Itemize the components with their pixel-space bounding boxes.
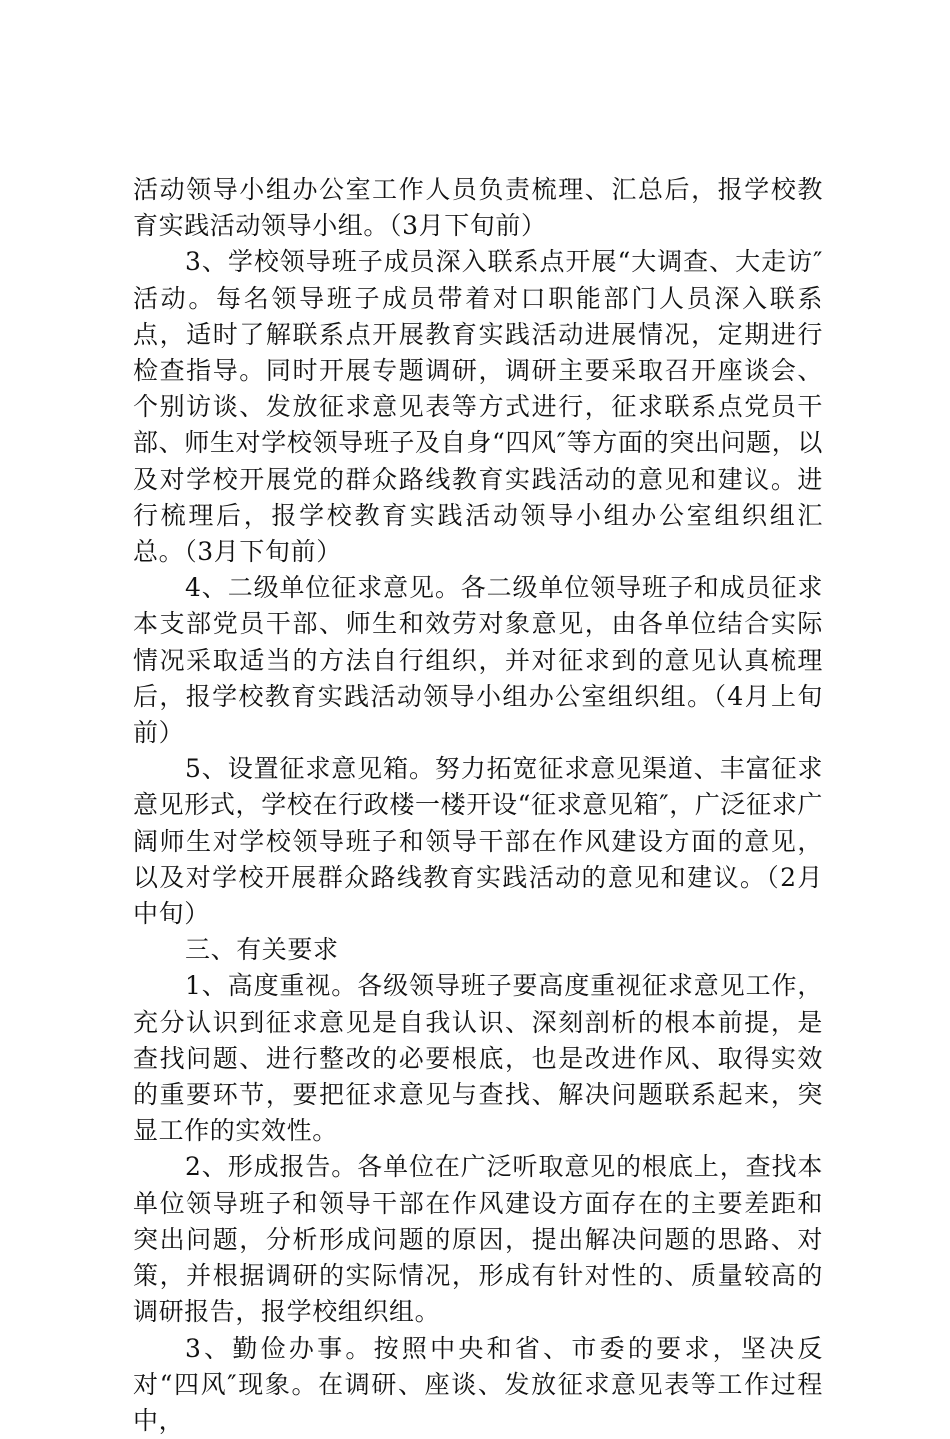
paragraph-req-3-frugality: 3、勤俭办事。按照中央和省、市委的要求，坚决反对“四风″现象。在调研、座谈、发放征求意见表等工作过程中， (133, 1331, 823, 1439)
paragraph-req-1-attention: 1、高度重视。各级领导班子要高度重视征求意见工作，充分认识到征求意见是自我认识、深刻剖析的根本前提，是查找问题、进行整改的必要根底，也是改进作风、取得实效的重要环节，要把征求意见与查找、解决问题联系起来，突显工作的实效性。 (133, 968, 823, 1149)
paragraph-continuation: 活动领导小组办公室工作人员负责梳理、汇总后，报学校教育实践活动领导小组。（3月下旬前） (133, 172, 823, 244)
paragraph-req-2-report: 2、形成报告。各单位在广泛听取意见的根底上，查找本单位领导班子和领导干部在作风建设方面存在的主要差距和突出问题，分析形成问题的原因，提出解决问题的思路、对策，并根据调研的实际情况，形成有针对性的、质量较高的调研报告，报学校组织组。 (133, 1149, 823, 1330)
document-body (133, 172, 823, 1439)
section-heading-requirements: 三、有关要求 (133, 932, 823, 968)
paragraph-item-4-secondary-units: 4、二级单位征求意见。各二级单位领导班子和成员征求本支部党员干部、师生和效劳对象意见，由各单位结合实际情况采取适当的方法自行组织，并对征求到的意见认真梳理后，报学校教育实践活动领导小组办公室组织组。（4月上旬前） (133, 570, 823, 751)
paragraph-item-3-field-visits: 3、学校领导班子成员深入联系点开展“大调查、大走访″活动。每名领导班子成员带着对口职能部门人员深入联系点，适时了解联系点开展教育实践活动进展情况，定期进行检查指导。同时开展专题调研，调研主要采取召开座谈会、个别访谈、发放征求意见表等方式进行，征求联系点党员干部、师生对学校领导班子及自身“四风″等方面的突出问题，以及对学校开展党的群众路线教育实践活动的意见和建议。进行梳理后，报学校教育实践活动领导小组办公室组织组汇总。（3月下旬前） (133, 244, 823, 570)
paragraph-item-5-suggestion-box: 5、设置征求意见箱。努力拓宽征求意见渠道、丰富征求意见形式，学校在行政楼一楼开设“征求意见箱″，广泛征求广阔师生对学校领导班子和领导干部在作风建设方面的意见，以及对学校开展群众路线教育实践活动的意见和建议。（2月中旬） (133, 751, 823, 932)
